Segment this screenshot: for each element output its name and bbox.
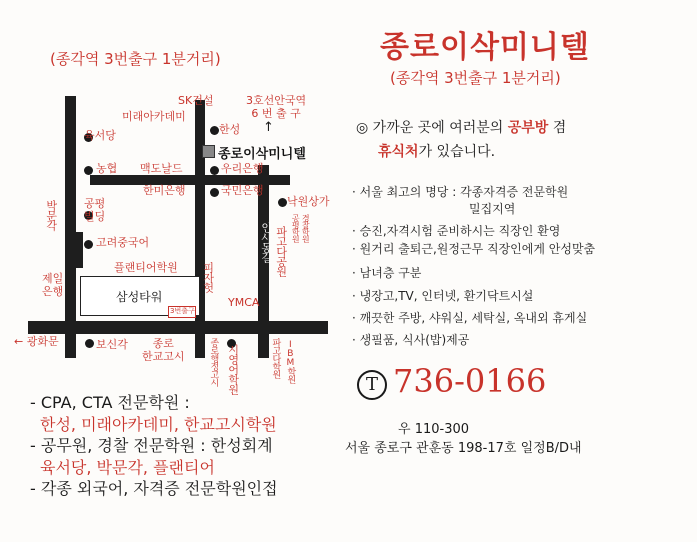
address: 서울 종로구 관훈동 198-17호 일정B/D내 bbox=[345, 441, 582, 456]
map-label-bosingak: 보신각 bbox=[96, 338, 128, 351]
road-left bbox=[65, 96, 76, 358]
phone-number: 736-0166 bbox=[393, 362, 547, 400]
list-item: - CPA, CTA 전문학원 : bbox=[30, 393, 190, 412]
feature-item: 밀집지역 bbox=[469, 202, 516, 216]
marker-dot bbox=[278, 198, 287, 207]
map-label-sihyeong: 시영어학원 bbox=[226, 344, 240, 394]
feature-item: · 남녀층 구분 bbox=[352, 266, 422, 280]
map-label-sk: SK건설 bbox=[178, 94, 214, 107]
map-label-nonghyup: 농협 bbox=[96, 162, 118, 175]
phone-icon: T bbox=[357, 370, 387, 400]
marker-dot bbox=[210, 166, 219, 175]
marker-dot bbox=[84, 166, 93, 175]
feature-item: · 서울 최고의 명당 : 각종자격증 전문학원 bbox=[352, 185, 569, 199]
map-label-exit3-small: 3번출구 bbox=[170, 307, 195, 315]
map-label-self: 종로이삭미니텔 bbox=[218, 147, 306, 162]
map-label-gwanghwamun: ← 광화문 bbox=[14, 335, 59, 348]
list-item: - 각종 외국어, 자격증 전문학원인접 bbox=[30, 479, 278, 499]
map-label-insadong: 인사동길 bbox=[259, 222, 273, 262]
map-label-pagoda: 파고다공원 bbox=[274, 226, 288, 276]
map-label-jongno-hangoshi: 종로 한교고시 bbox=[142, 337, 185, 363]
map-label-miraea: 미래아카데미 bbox=[122, 110, 186, 123]
map-label-gongpyeong-academy: 공평학원 bbox=[291, 214, 301, 242]
feature-item: · 승진,자격시험 준비하시는 직장인 환영 bbox=[352, 224, 561, 238]
map-label-yukseodang: 육서당 bbox=[84, 129, 116, 142]
marker-dot bbox=[84, 240, 93, 249]
building-icon bbox=[202, 145, 215, 158]
page-title: 종로이삭미니텔 bbox=[380, 30, 590, 65]
map-label-mcdonalds: 맥도날드 bbox=[140, 162, 183, 175]
map-label-hanmi: 한미은행 bbox=[143, 184, 186, 197]
arrow-up-icon: ↑ bbox=[263, 120, 274, 135]
double-circle-icon: ◎ bbox=[356, 120, 369, 136]
map-label-samsung: 삼성타워 bbox=[116, 290, 163, 304]
list-item: 한성, 미래아카데미, 한교고시학원 bbox=[40, 414, 277, 434]
map-label-woori: 우리은행 bbox=[221, 162, 264, 175]
subtitle: (종각역 3번출구 1분거리) bbox=[390, 69, 561, 87]
map-label-goryeo: 고려중국어 bbox=[96, 236, 150, 249]
feature-item: · 생필품, 식사(밥)제공 bbox=[352, 333, 470, 347]
zip-code: 우 110-300 bbox=[398, 422, 470, 437]
map-label-jeil: 제일 은행 bbox=[42, 272, 64, 298]
map-label-gyeongchal: 경찰학원 bbox=[301, 214, 311, 242]
academy-list bbox=[30, 392, 278, 500]
intro-line-2: 휴식처가 있습니다. bbox=[378, 144, 496, 160]
map-label-ymca: YMCA bbox=[228, 296, 260, 309]
list-item: 육서당, 박문각, 플랜티어 bbox=[40, 457, 215, 477]
map-label-ibm: IBM학원 bbox=[285, 340, 296, 383]
map-label-kookmin: 국민은행 bbox=[221, 184, 264, 197]
road-middle bbox=[195, 100, 205, 358]
map-label-plantier: 플랜티어학원 bbox=[114, 261, 178, 274]
marker-dot bbox=[210, 188, 219, 197]
feature-item: · 원거리 출퇴근,원정근무 직장인에게 안성맞춤 bbox=[352, 242, 596, 256]
location-note: (종각역 3번출구 1분거리) bbox=[50, 50, 221, 68]
map-label-nakwon: 낙원상가 bbox=[287, 195, 330, 208]
map-label-hansung: 한성 bbox=[219, 123, 241, 136]
marker-dot bbox=[85, 339, 94, 348]
map-label-pizza: 피자헛 bbox=[201, 262, 215, 292]
map-label-anguk-exit: 3호선안국역 6 번 출 구 bbox=[246, 94, 307, 120]
road-lower-stub bbox=[75, 232, 83, 268]
map-label-gongpyeong: 공평 빌딩 bbox=[84, 197, 106, 223]
map-label-bakmungak: 박문각 bbox=[44, 200, 58, 230]
feature-item: · 냉장고,TV, 인터넷, 환기닥트시설 bbox=[352, 289, 534, 303]
intro-line-1: ◎ 가까운 곳에 여러분의 공부방 겸 bbox=[356, 120, 567, 136]
map-label-jongno-haengjeong: 종로행정고시 bbox=[208, 338, 219, 386]
map-label-pagoda-academy: 파고다학원 bbox=[270, 338, 281, 378]
list-item: - 공무원, 경찰 전문학원 : 한성회계 bbox=[30, 436, 273, 456]
feature-item: · 깨끗한 주방, 샤워실, 세탁실, 옥내외 휴게실 bbox=[352, 311, 588, 325]
marker-dot bbox=[210, 126, 219, 135]
